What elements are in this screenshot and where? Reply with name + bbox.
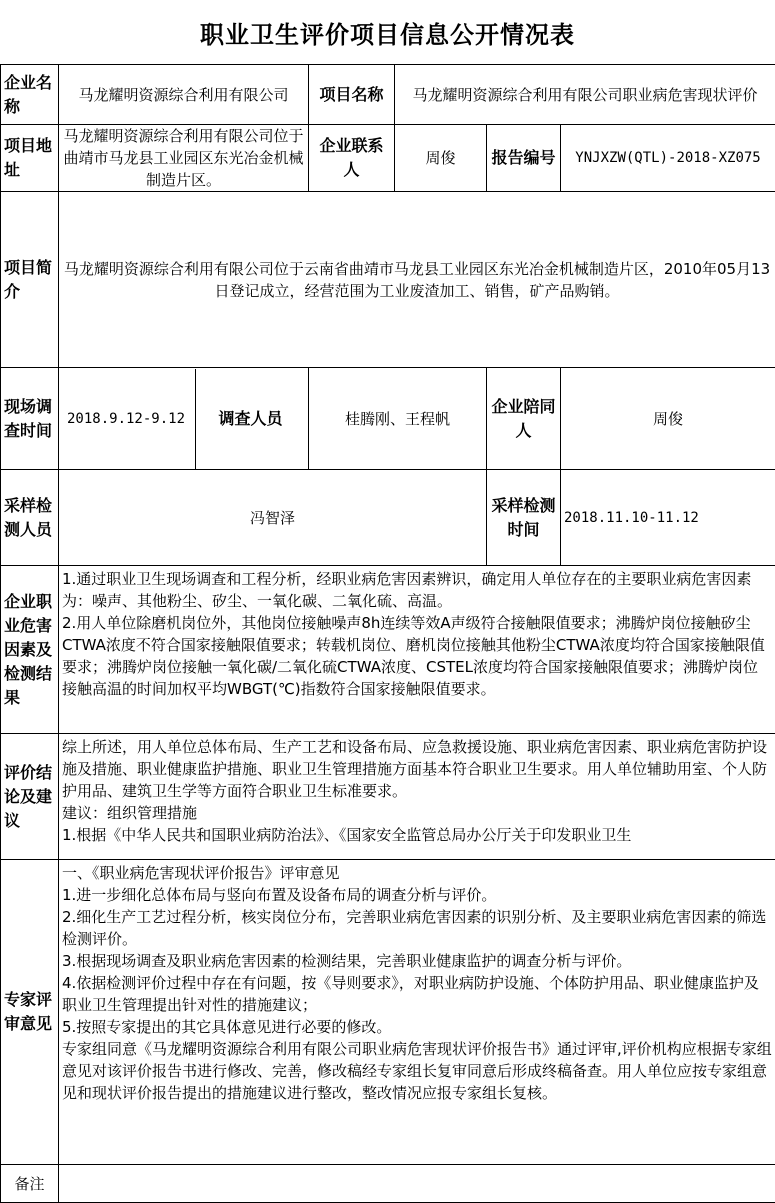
- value-sampling-time: 2018.11.10-11.12: [561, 470, 775, 566]
- value-expert-opinion: [59, 860, 775, 1165]
- expert-item: 一、《职业病危害现状评价报告》评审意见: [62, 862, 772, 884]
- hazard-item: 2.用人单位除磨机岗位外，其他岗位接触噪声8h连续等效A声级符合接触限值要求；沸腾炉岗位接触矽尘CTWA浓度不符合国家接触限值要求；转载机岗位、磨机岗位接触其他粉尘CTWA浓度均符合国家接触限值要求；沸腾炉岗位接触一氧化碳/二氧化硫CTWA浓度、CSTEL浓度均符合国家接触限值要求；沸腾炉岗位接触高温的时间加权平均WBGT(℃)指数符合国家接触限值要求。: [62, 612, 772, 700]
- expert-item: 2.细化生产工艺过程分析，核实岗位分布，完善职业病危害因素的识别分析、及主要职业病危害因素的筛选检测评价。: [62, 906, 772, 950]
- label-project-address: 项目地址: [1, 125, 59, 192]
- value-sampling-staff: 冯智泽: [59, 470, 487, 566]
- value-conclusion: [59, 734, 775, 860]
- expert-item: 专家组同意《马龙耀明资源综合利用有限公司职业病危害现状评价报告书》通过评审,评价机构应根据专家组意见对该评价报告书进行修改、完善，修改稿经专家组长复审同意后形成终稿备查。用人单位应按专家组意见和现状评价报告提出的措施建议进行整改，整改情况应报专家组长复核。: [62, 1038, 772, 1104]
- expert-item: 5.按照专家提出的其它具体意见进行必要的修改。: [62, 1016, 772, 1038]
- value-company: 马龙耀明资源综合利用有限公司: [59, 65, 309, 125]
- label-conclusion: 评价结论及建议: [1, 734, 59, 860]
- label-hazard-results: 企业职业危害因素及检测结果: [1, 566, 59, 734]
- value-project-address: 马龙耀明资源综合利用有限公司位于曲靖市马龙县工业园区东光冶金机械制造片区。: [59, 125, 309, 192]
- value-project-intro: 马龙耀明资源综合利用有限公司位于云南省曲靖市马龙县工业园区东光冶金机械制造片区，2010年05月13日登记成立，经营范围为工业废渣加工、销售，矿产品购销。: [59, 192, 775, 368]
- row-address: [1, 125, 775, 192]
- label-sampling-time: 采样检测时间: [487, 470, 561, 566]
- conclusion-item: 1.根据《中华人民共和国职业病防治法》、《国家安全监管总局办公厅关于印发职业卫生: [62, 824, 772, 844]
- row-company: [1, 65, 775, 125]
- label-surveyors: 调查人员: [195, 369, 305, 469]
- value-survey-time: [59, 368, 309, 470]
- label-project-name: 项目名称: [309, 65, 395, 125]
- label-remarks: 备注: [1, 1165, 59, 1203]
- expert-item: 4.依据检测评价过程中存在有问题，按《导则要求》，对职业病防护设施、个体防护用品、职业健康监护及职业卫生管理提出针对性的措施建议；: [62, 972, 772, 1016]
- label-survey-time: 现场调查时间: [1, 368, 59, 470]
- form-title: 职业卫生评价项目信息公开情况表: [0, 0, 775, 64]
- value-remarks: [59, 1165, 775, 1203]
- row-hazard: [1, 566, 775, 734]
- label-project-intro: 项目简介: [1, 192, 59, 368]
- conclusion-item: 综上所述，用人单位总体布局、生产工艺和设备布局、应急救援设施、职业病危害因素、职业病危害防护设施及措施、职业健康监护措施、职业卫生管理措施方面基本符合职业卫生要求。用人单位辅助用室、个人防护用品、建筑卫生学等方面符合职业卫生标准要求。: [62, 736, 772, 802]
- value-surveyors: 桂腾刚、王程帆: [309, 368, 487, 470]
- value-report-no: YNJXZW(QTL)-2018-XZ075: [561, 125, 775, 192]
- label-sampling-staff: 采样检测人员: [1, 470, 59, 566]
- row-remarks: [1, 1165, 775, 1203]
- label-company: 企业名称: [1, 65, 59, 125]
- value-project-name: 马龙耀明资源综合利用有限公司职业病危害现状评价: [395, 65, 775, 125]
- row-sampling: [1, 470, 775, 566]
- row-conclusion: [1, 734, 775, 860]
- value-company-contact: 周俊: [395, 125, 487, 192]
- row-survey: [1, 368, 775, 470]
- value-company-escort: 周俊: [561, 368, 775, 470]
- label-company-contact: 企业联系人: [309, 125, 395, 192]
- hazard-item: 1.通过职业卫生现场调查和工程分析，经职业病危害因素辨识，确定用人单位存在的主要职业病危害因素为：噪声、其他粉尘、矽尘、一氧化碳、二氧化硫、高温。: [62, 568, 772, 612]
- expert-item: 3.根据现场调查及职业病危害因素的检测结果，完善职业健康监护的调查分析与评价。: [62, 950, 772, 972]
- label-company-escort: 企业陪同人: [487, 368, 561, 470]
- label-expert-opinion: 专家评审意见: [1, 860, 59, 1165]
- row-intro: [1, 192, 775, 368]
- expert-item: 1.进一步细化总体布局与竖向布置及设备布局的调查分析与评价。: [62, 884, 772, 906]
- label-report-no: 报告编号: [487, 125, 561, 192]
- conclusion-item: 建议：组织管理措施: [62, 802, 772, 824]
- value-hazard-results: [59, 566, 775, 734]
- survey-time-text: 2018.9.12-9.12: [67, 408, 195, 430]
- row-expert: [1, 860, 775, 1165]
- info-table: [0, 64, 775, 1203]
